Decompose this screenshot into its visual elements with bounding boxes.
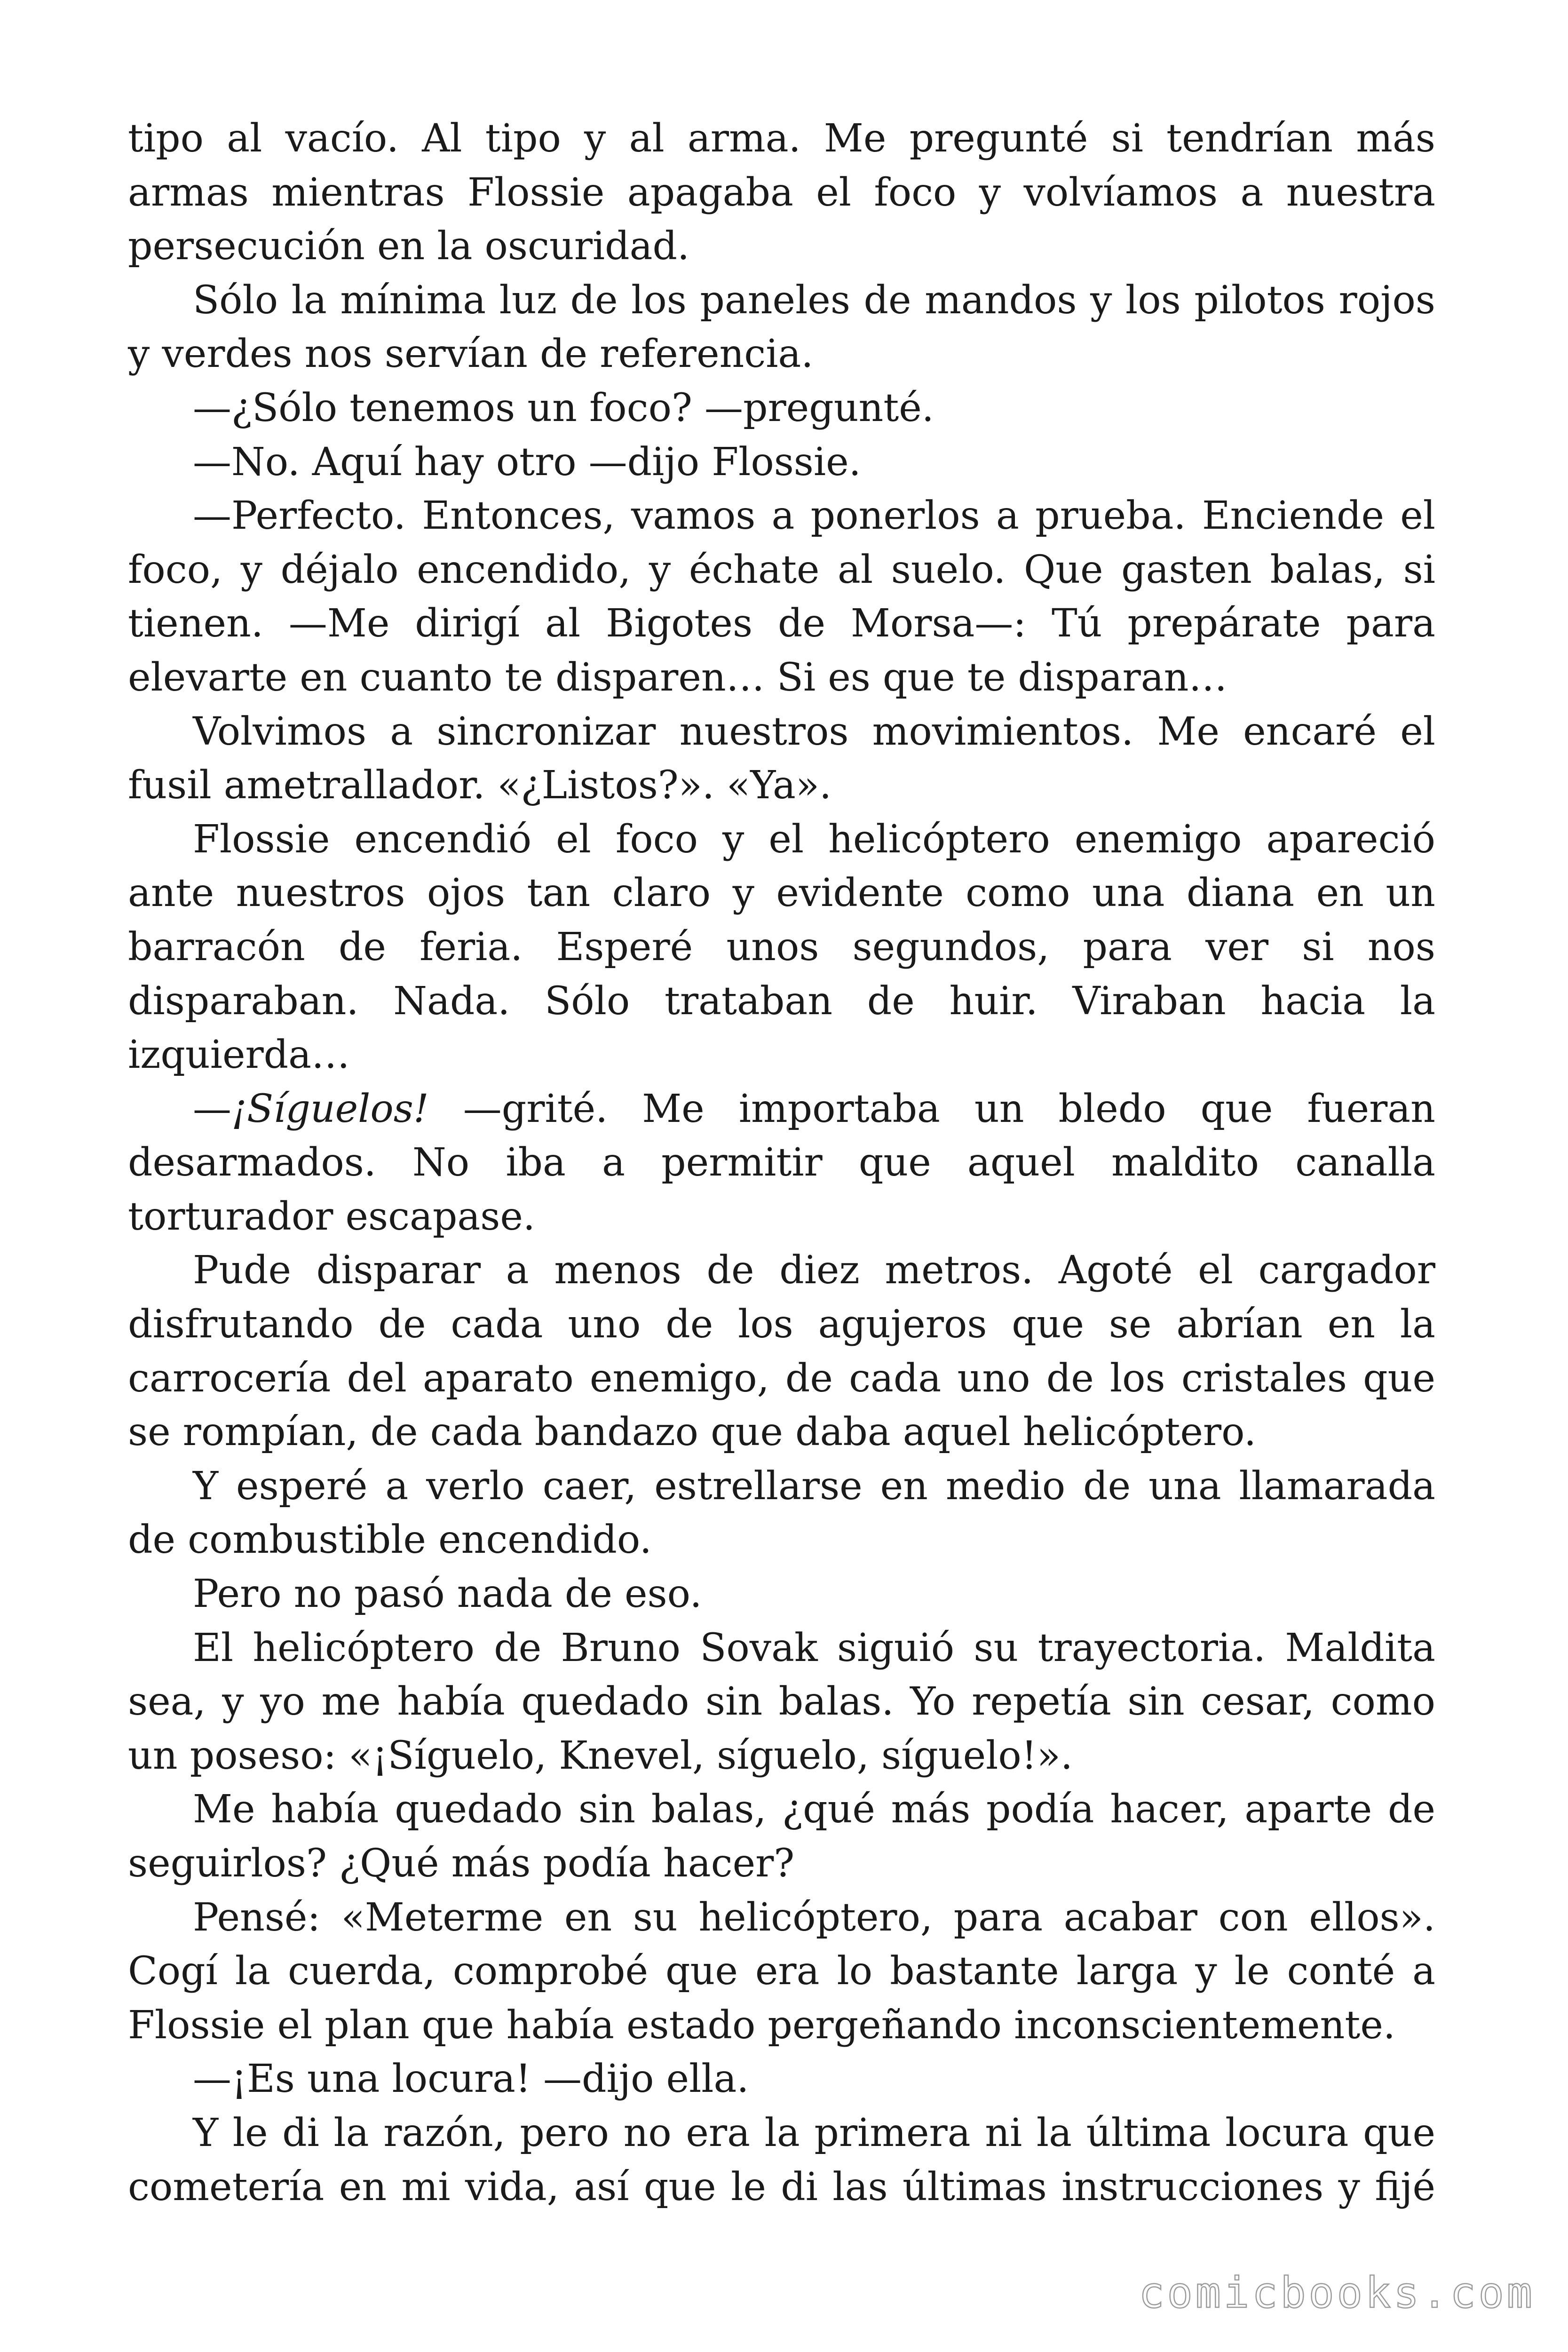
paragraph: Volvimos a sincronizar nuestros movimientos. Me encaré el fusil ametrallador. «¿Listos?». «Ya».: [128, 709, 1435, 808]
paragraph: Y esperé a verlo caer, estrellarse en medio de una llamarada de combustible encendido.: [128, 1463, 1435, 1563]
paragraph: Sólo la mínima luz de los paneles de mandos y los pilotos rojos y verdes nos servían de referencia.: [128, 278, 1435, 377]
dialogue-dash: —: [193, 1086, 231, 1131]
paragraph: Me había quedado sin balas, ¿qué más podía hacer, aparte de seguirlos? ¿Qué más podía hacer?: [128, 1787, 1435, 1886]
paragraph: Flossie encendió el foco y el helicóptero enemigo apareció ante nuestros ojos tan claro y evidente como una diana en un barracón de feria. Esperé unos segundos, para ver si nos disparaban. Nada. Sólo trataban de huir. Viraban hacia la izquierda…: [128, 817, 1435, 1078]
paragraph: —Perfecto. Entonces, vamos a ponerlos a prueba. Enciende el foco, y déjalo encendido, y échate al suelo. Que gasten balas, si tienen. —Me dirigí al Bigotes de Morsa—: Tú prepárate para elevarte en cuanto te disparen… Si es que te disparan…: [128, 493, 1435, 700]
paragraph: Pude disparar a menos de diez metros. Agoté el cargador disfrutando de cada uno de los agujeros que se abrían en la carrocería del aparato enemigo, de cada uno de los cristales que se rompían, de cada bandazo que daba aquel helicóptero.: [128, 1248, 1435, 1455]
paragraph: Pero no pasó nada de eso.: [193, 1572, 702, 1617]
paragraph: —¡Es una locura! —dijo ella.: [193, 2057, 749, 2102]
paragraph: Pensé: «Meterme en su helicóptero, para acabar con ellos». Cogí la cuerda, comprobé que era lo bastante larga y le conté a Flossie el plan que había estado pergeñando inconscientemente.: [128, 1895, 1435, 2048]
paragraph-text: —grité. Me importaba un bledo que fueran desarmados. No iba a permitir que aquel maldito canalla torturador escapase.: [128, 1086, 1435, 1239]
paragraph: [128, 1082, 1435, 1244]
book-page: [128, 112, 1435, 2214]
paragraph: Y le di la razón, pero no era la primera ni la última locura que cometería en mi vida, así que le di las últimas instrucciones y fijé: [128, 2110, 1435, 2209]
paragraph: El helicóptero de Bruno Sovak siguió su trayectoria. Maldita sea, y yo me había quedado sin balas. Yo repetía sin cesar, como un poseso: «¡Síguelo, Knevel, síguelo, síguelo!».: [128, 1625, 1435, 1778]
paragraph: —No. Aquí hay otro —dijo Flossie.: [193, 439, 861, 485]
paragraph: tipo al vacío. Al tipo y al arma. Me pregunté si tendrían más armas mientras Flossie apagaba el foco y volvíamos a nuestra persecución en la oscuridad.: [128, 116, 1435, 269]
paragraph: —¿Sólo tenemos un foco? —pregunté.: [193, 385, 934, 430]
italic-exclamation: ¡Síguelos!: [231, 1086, 429, 1131]
watermark: comicbooks.com: [1139, 2268, 1535, 2318]
